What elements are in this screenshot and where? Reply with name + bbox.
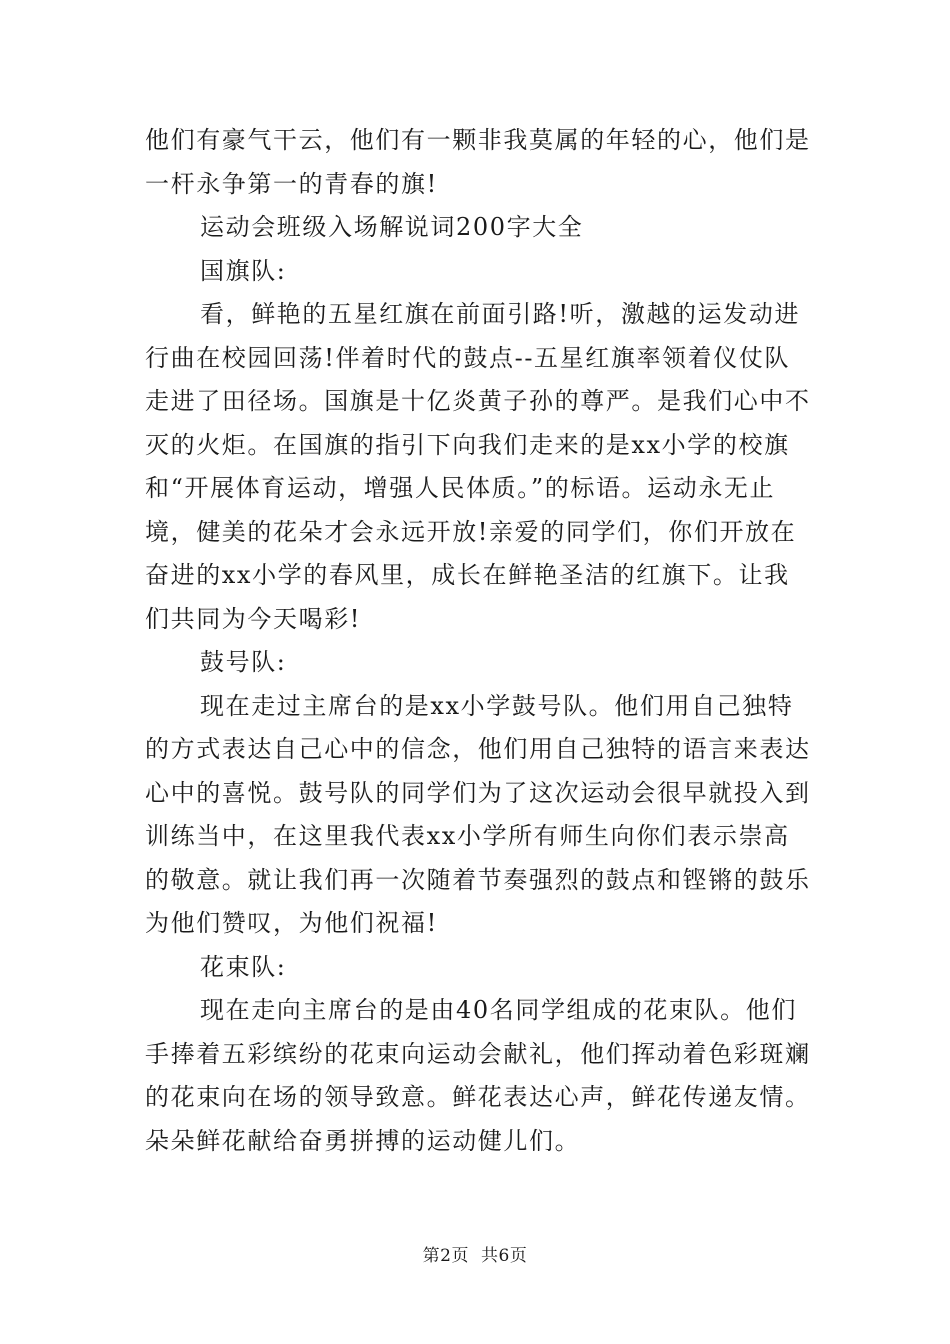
- document-body: [145, 119, 810, 1163]
- section-heading-drum-team: 鼓号队:: [200, 648, 287, 676]
- section-heading-flower-team: 花束队:: [200, 952, 287, 981]
- page-number: 第2页: [422, 1246, 469, 1266]
- section-title: 运动会班级入场解说词200字大全: [200, 213, 584, 241]
- text-line: 朵朵鲜花献给奋勇拼搏的运动健儿们。: [145, 1126, 581, 1155]
- text-line: 手捧着五彩缤纷的花束向运动会献礼，他们挥动着色彩斑斓: [145, 1039, 811, 1068]
- page-total: 共6页: [481, 1246, 528, 1266]
- text-line: 心中的喜悦。鼓号队的同学们为了这次运动会很早就投入到: [145, 778, 811, 807]
- text-line: 灭的火炬。在国旗的指引下向我们走来的是xx小学的校旗: [145, 430, 790, 459]
- text-line: 走进了田径场。国旗是十亿炎黄子孙的尊严。是我们心中不: [145, 387, 811, 415]
- text-line: 奋进的xx小学的春风里，成长在鲜艳圣洁的红旗下。让我: [145, 561, 790, 589]
- text-line: 行曲在校园回荡!伴着时代的鼓点--五星红旗率领着仪仗队: [145, 343, 791, 372]
- text-line: 一杆永争第一的青春的旗!: [145, 169, 438, 198]
- text-line: 的花束向在场的领导致意。鲜花表达心声，鲜花传递友情。: [145, 1083, 811, 1111]
- text-line: 现在走过主席台的是xx小学鼓号队。他们用自己独特: [200, 691, 794, 720]
- text-line: 的方式表达自己心中的信念，他们用自己独特的语言来表达: [145, 735, 811, 763]
- page-footer: [0, 1241, 950, 1266]
- text-line: 现在走向主席台的是由40名同学组成的花束队。他们: [200, 996, 797, 1024]
- text-line: 训练当中，在这里我代表xx小学所有师生向你们表示崇高: [145, 822, 790, 850]
- text-line: 他们有豪气干云，他们有一颗非我莫属的年轻的心，他们是: [145, 126, 811, 154]
- text-line: 境，健美的花朵才会永远开放!亲爱的同学们，你们开放在: [145, 517, 797, 546]
- text-line: 的敬意。就让我们再一次随着节奏强烈的鼓点和铿锵的鼓乐: [145, 865, 811, 894]
- text-line: 和“开展体育运动，增强人民体质。”的标语。运动永无止: [145, 474, 776, 502]
- text-line: 为他们赞叹，为他们祝福!: [145, 909, 438, 937]
- section-heading-flag-team: 国旗队:: [200, 256, 287, 285]
- text-line: 看，鲜艳的五星红旗在前面引路!听，激越的运发动进: [200, 300, 801, 328]
- text-line: 们共同为今天喝彩!: [145, 604, 362, 633]
